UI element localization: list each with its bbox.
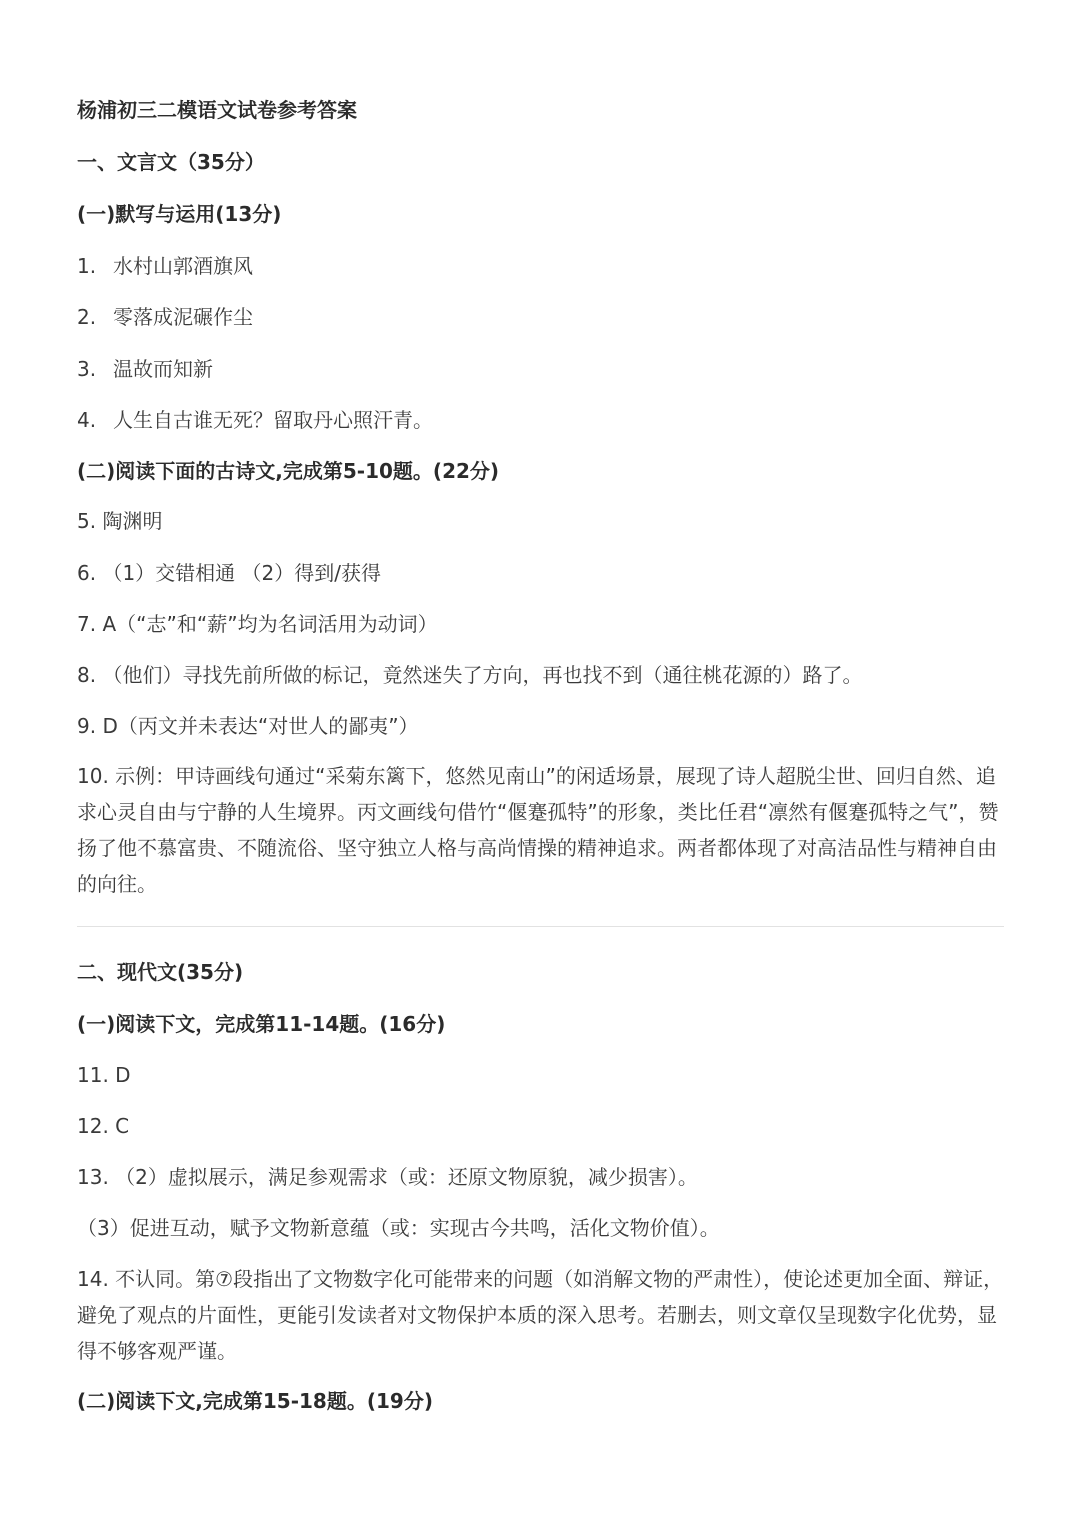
answer-number: 3. [77, 357, 97, 381]
answer-9: 9. D（丙文并未表达“对世人的鄙夷”） [77, 714, 419, 738]
part1-sec1-heading: (一)默写与运用(13分) [77, 202, 282, 226]
answer-8: 8. （他们）寻找先前所做的标记，竟然迷失了方向，再也找不到（通往桃花源的）路了。 [77, 663, 863, 687]
answer-11: 11. D [77, 1063, 131, 1087]
answer-text: 人生自古谁无死？留取丹心照汗青。 [113, 408, 433, 432]
part2-sec2-heading: (二)阅读下文,完成第15-18题。(19分) [77, 1389, 433, 1413]
document-title: 杨浦初三二模语文试卷参考答案 [77, 98, 357, 122]
answer-2 [77, 299, 1004, 335]
answer-1 [77, 248, 1004, 284]
answer-3 [77, 351, 1004, 387]
answer-4 [77, 402, 1004, 438]
answer-13-part2: 13. （2）虚拟展示，满足参观需求（或：还原文物原貌，减少损害）。 [77, 1165, 698, 1189]
answer-6: 6. （1）交错相通 （2）得到/获得 [77, 561, 381, 585]
answer-14: 14. 不认同。第⑦段指出了文物数字化可能带来的问题（如消解文物的严肃性），使论述更加全面、辩证，避免了观点的片面性，更能引发读者对文物保护本质的深入思考。若删去，则文章仅呈现数字化优势，显得不够客观严谨。 [77, 1267, 1004, 1363]
part2-heading: 二、现代文(35分) [77, 960, 244, 984]
part1-sec2-heading: (二)阅读下面的古诗文,完成第5-10题。(22分) [77, 459, 500, 483]
answer-7: 7. A（“志”和“薪”均为名词活用为动词） [77, 612, 438, 636]
answer-13-part3: （3）促进互动，赋予文物新意蕴（或：实现古今共鸣，活化文物价值）。 [77, 1216, 720, 1240]
answer-text: 水村山郭酒旗风 [113, 254, 253, 278]
answer-10: 10. 示例：甲诗画线句通过“采菊东篱下，悠然见南山”的闲适场景，展现了诗人超脱尘世、回归自然、追求心灵自由与宁静的人生境界。丙文画线句借竹“偃蹇孤特”的形象，类比任君“凛然有偃蹇孤特之气”，赞扬了他不慕富贵、不随流俗、坚守独立人格与高尚情操的精神追求。两者都体现了对高洁品性与精神自由的向往。 [77, 764, 999, 896]
answer-text: 零落成泥碾作尘 [113, 305, 253, 329]
answer-text: 温故而知新 [113, 357, 213, 381]
section-divider [77, 926, 1004, 927]
part2-sec1-heading: (一)阅读下文，完成第11-14题。(16分) [77, 1012, 446, 1036]
answer-number: 2. [77, 305, 97, 329]
answer-12: 12. C [77, 1114, 130, 1138]
answer-5: 5. 陶渊明 [77, 509, 163, 533]
answer-number: 1. [77, 254, 97, 278]
part1-heading: 一、文言文（35分） [77, 150, 265, 174]
answer-number: 4. [77, 408, 97, 432]
